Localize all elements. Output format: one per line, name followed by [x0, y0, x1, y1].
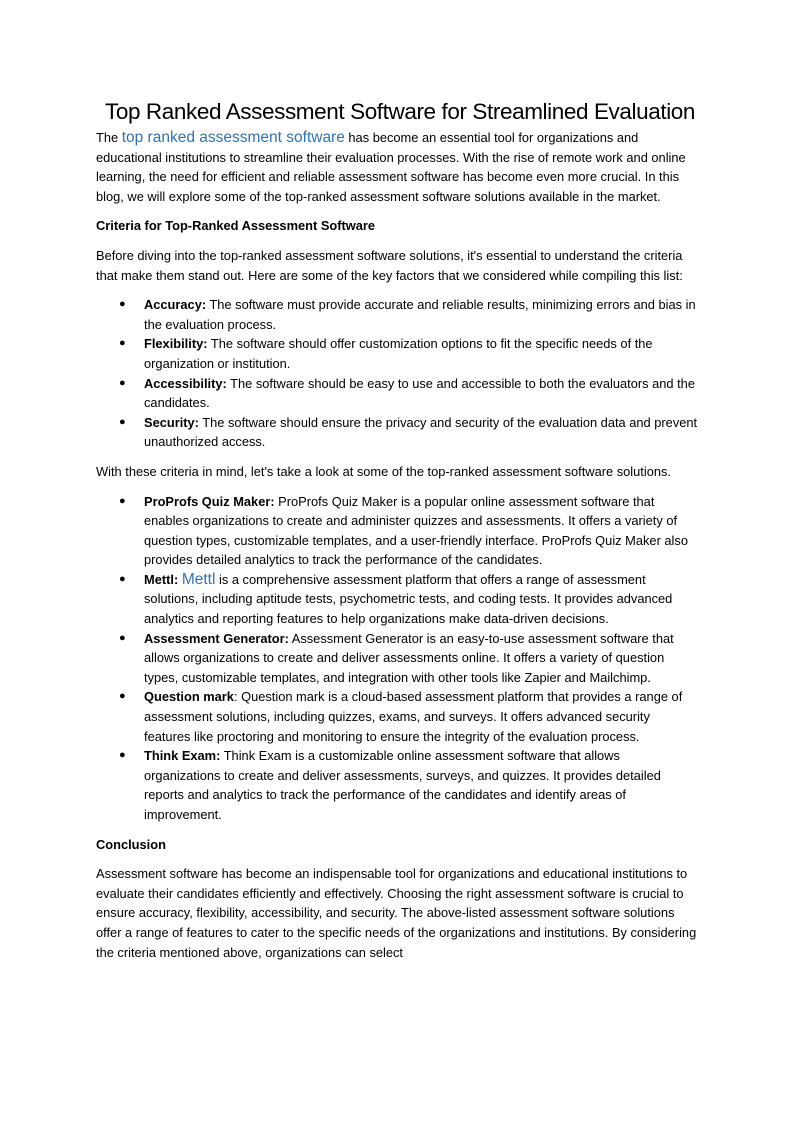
document-title: Top Ranked Assessment Software for Streamlined Evaluation: [105, 99, 696, 124]
conclusion-heading: Conclusion: [96, 836, 166, 852]
intro-paragraph: [96, 128, 698, 206]
item-text: Think Exam is a customizable online assessment software that allows organizations to create and deliver assessments, surveys, and quizzes. It provides detailed reports and analytics to track the performance of the candidates and identify areas of improvement.: [144, 748, 661, 822]
criteria-paragraph: Before diving into the top-ranked assessment software solutions, it's essential to understand the criteria that make them stand out. Here are some of the key factors that we considered while compiling this list:: [96, 247, 683, 283]
bullet-icon: ●: [119, 298, 126, 311]
bullet-icon: ●: [119, 749, 126, 762]
top-ranked-assessment-software-link[interactable]: top ranked assessment software: [121, 129, 345, 146]
bullet-icon: ●: [119, 415, 126, 428]
bullet-icon: ●: [119, 572, 126, 585]
item-label: ProProfs Quiz Maker:: [144, 493, 275, 509]
item-text: The software should offer customization options to fit the specific needs of the organization or institution.: [144, 336, 653, 371]
item-text: The software should be easy to use and accessible to both the evaluators and the candidates.: [144, 375, 695, 411]
intro-rest: has become an essential tool for organizations and educational institutions to streamline their evaluation processes. With the rise of remote work and online learning, the need for efficient and reliable assessment software has become even more crucial. In this blog, we will explore some of the top-ranked assessment software solutions available in the market.: [96, 130, 686, 204]
item-label: Think Exam:: [144, 748, 221, 764]
bullet-icon: ●: [119, 494, 126, 507]
list-item-flexibility: [119, 334, 698, 373]
item-label: Question mark: [144, 689, 234, 705]
list-item-accessibility: [119, 374, 698, 413]
item-text: The software must provide accurate and reliable results, minimizing errors and bias in the evaluation process.: [144, 297, 696, 332]
item-text: The software should ensure the privacy and security of the evaluation data and prevent unauthorized access.: [144, 414, 698, 450]
list-item-security: [119, 413, 698, 452]
criteria-list: [96, 295, 698, 452]
bullet-icon: ●: [119, 376, 126, 389]
intro-prefix: The: [96, 130, 122, 145]
list-item-assessment-generator: [119, 629, 698, 688]
document-page: [96, 96, 698, 972]
criteria-heading: Criteria for Top-Ranked Assessment Software: [96, 218, 376, 234]
item-text: : Question mark is a cloud-based assessment platform that provides a range of assessment solutions, including quizzes, exams, and surveys. It offers advanced security features like proctoring and monitoring to ensure the integrity of the evaluation process.: [144, 689, 683, 744]
solutions-paragraph: With these criteria in mind, let's take a look at some of the top-ranked assessment software solutions.: [96, 463, 671, 479]
mettl-link[interactable]: Mettl: [181, 570, 216, 588]
bullet-icon: ●: [119, 337, 126, 350]
bullet-icon: ●: [119, 631, 126, 644]
list-item-accuracy: [119, 295, 698, 334]
item-text: ProProfs Quiz Maker is a popular online assessment software that enables organizations to create and administer quizzes and assessments. It offers a variety of question types, customizable templates, and a user-friendly interface. ProProfs Quiz Maker also provides detailed analytics to track the performance of the candidates.: [144, 493, 688, 568]
list-item-proprofs: [119, 492, 698, 570]
bullet-icon: ●: [119, 690, 126, 703]
item-label: Assessment Generator:: [144, 630, 289, 646]
item-label: Security:: [144, 414, 199, 430]
item-text: Assessment Generator is an easy-to-use assessment software that allows organizations to create and deliver assessments online. It offers a variety of question types, customizable templates, and integration with other tools like Zapier and Mailchimp.: [144, 630, 674, 685]
list-item-question-mark: [119, 687, 698, 746]
item-label: Accessibility:: [144, 375, 227, 391]
item-label: Accuracy:: [144, 297, 207, 313]
conclusion-paragraph: Assessment software has become an indispensable tool for organizations and educational institutions to evaluate their candidates efficiently and effectively. Choosing the right assessment software is crucial to ensure accuracy, flexibility, accessibility, and security. The above-listed assessment software solutions offer a range of features to cater to the specific needs of the organizations and institutions. By considering the criteria mentioned above, organizations can select: [96, 866, 697, 960]
list-item-mettl: [119, 570, 698, 629]
item-text: is a comprehensive assessment platform that offers a range of assessment solutions, including aptitude tests, psychometric tests, and coding tests. It provides advanced analytics and reporting features to help organizations make data-driven decisions.: [144, 571, 673, 627]
list-item-think-exam: [119, 746, 698, 824]
solutions-list: [96, 492, 698, 825]
item-label: Mettl:: [144, 571, 182, 587]
item-label: Flexibility:: [144, 336, 208, 352]
